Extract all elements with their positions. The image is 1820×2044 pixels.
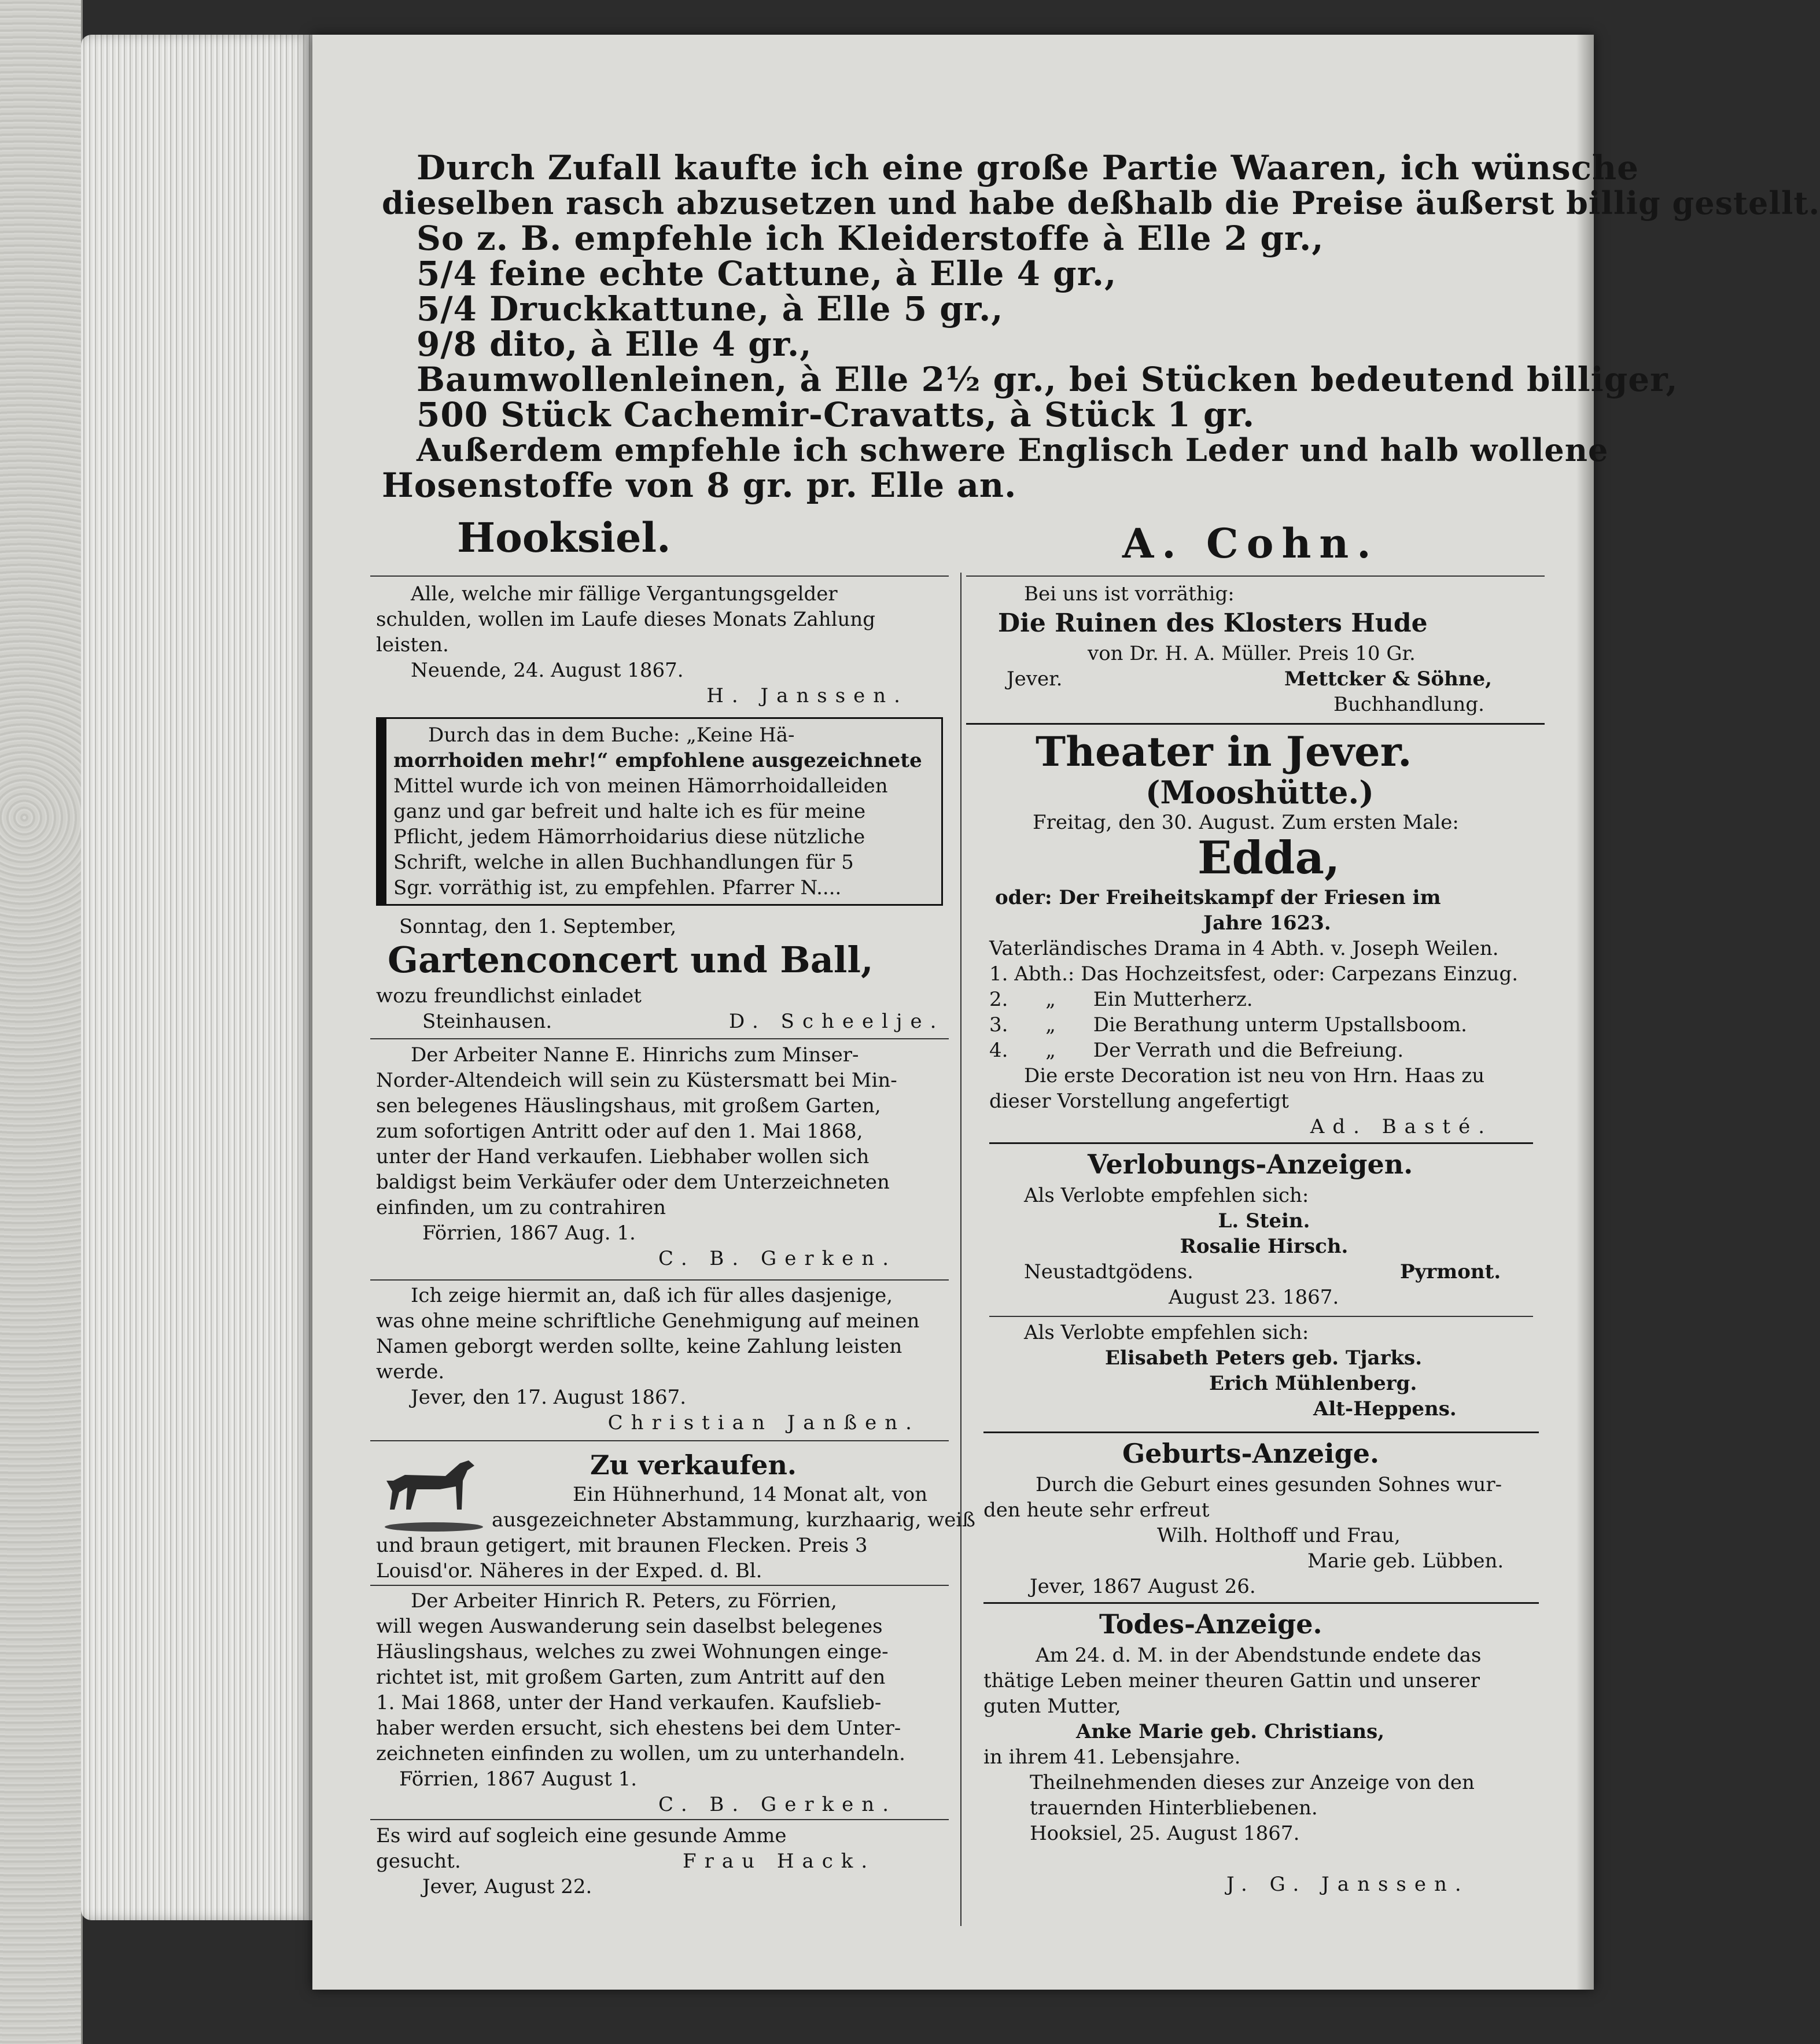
divider [370, 1440, 949, 1441]
text-line: leisten. [376, 633, 449, 656]
drama-info: Vaterländisches Drama in 4 Abth. v. Joseph Weilen. [989, 937, 1499, 960]
text-line: zeichneten einfinden zu wollen, um zu unterhandeln. [376, 1742, 905, 1765]
text-line: Theilnehmenden dieses zur Anzeige von den [1030, 1771, 1475, 1794]
place: Jever. [1007, 667, 1063, 691]
divider [370, 1279, 949, 1281]
page-edges [81, 35, 312, 1920]
name: Erich Mühlenberg. [1209, 1372, 1417, 1395]
ad-line: So z. B. empfehle ich Kleiderstoffe à Elle 2 gr., [417, 219, 1324, 258]
text-line: trauernden Hinterbliebenen. [1030, 1796, 1318, 1820]
intro: Als Verlobte empfehlen sich: [1024, 1184, 1309, 1207]
text-line: Namen geborgt werden sollte, keine Zahlung leisten [376, 1335, 902, 1358]
text-line: gesucht. [376, 1850, 461, 1873]
text-line: Am 24. d. M. in der Abendstunde endete das [1036, 1644, 1482, 1667]
haemorrhoiden-ad [376, 717, 943, 906]
text-line: ganz und gar befreit und halte ich es für meine [393, 800, 866, 823]
text-line: Sgr. vorräthig ist, zu empfehlen. Pfarrer N.... [393, 876, 842, 899]
text-line: Der Arbeiter Nanne E. Hinrichs zum Minser- [411, 1043, 859, 1067]
text-line: baldigst beim Verkäufer oder dem Unterzeichneten [376, 1171, 890, 1194]
theater-date: Freitag, den 30. August. Zum ersten Male: [1033, 811, 1459, 834]
divider [989, 1316, 1533, 1317]
text-line: Es wird auf sogleich eine gesunde Amme [376, 1824, 787, 1847]
text-line: Pflicht, jedem Hämorrhoidarius diese nützliche [393, 825, 865, 848]
divider [370, 1585, 949, 1586]
date: Sonntag, den 1. September, [399, 915, 677, 938]
text-line: und braun getigert, mit braunen Flecken. Preis 3 [376, 1534, 868, 1557]
divider [983, 1431, 1539, 1433]
ad-hinrichs [376, 1042, 943, 1271]
ad-place: Hooksiel. [457, 514, 671, 562]
ad-vergantung [376, 581, 943, 709]
text-line: Mittel wurde ich von meinen Hämorrhoidalleiden [393, 774, 888, 798]
note: Die erste Decoration ist neu von Hrn. Haas zu [1024, 1064, 1485, 1087]
place-date: Neuende, 24. August 1867. [411, 659, 684, 682]
text-line: zum sofortigen Antritt oder auf den 1. Mai 1868, [376, 1120, 863, 1143]
name: L. Stein. [1218, 1209, 1310, 1233]
signer: H. Janssen. [706, 684, 908, 707]
text-line: Ein Hühnerhund, 14 Monat alt, von [573, 1483, 928, 1506]
place: Pyrmont. [1400, 1260, 1501, 1283]
publisher-sub: Buchhandlung. [1333, 693, 1484, 716]
place-date: Jever, August 22. [422, 1875, 592, 1898]
signer: Christian Janßen. [607, 1411, 920, 1434]
engagement-2 [989, 1320, 1539, 1422]
signer: D. Scheelje. [729, 1010, 945, 1033]
ad-peters [376, 1588, 943, 1817]
text-line: Der Arbeiter Hinrich R. Peters, zu Förrien, [411, 1589, 837, 1613]
book-title: Die Ruinen des Klosters Hude [998, 608, 1428, 638]
text-line: werde. [376, 1360, 445, 1383]
name: Marie geb. Lübben. [1307, 1549, 1504, 1573]
text-line: haber werden ersucht, sich ehestens bei dem Unter- [376, 1717, 901, 1740]
engagement-1 [989, 1183, 1539, 1259]
divider [989, 1142, 1533, 1144]
theater-title: Theater in Jever. [1036, 728, 1412, 776]
death-notice [983, 1643, 1539, 1846]
text-line: will wegen Auswanderung sein daselbst belegenes [376, 1615, 883, 1638]
intro: Bei uns ist vorräthig: [1024, 582, 1235, 606]
text-line: Louisd'or. Näheres in der Exped. d. Bl. [376, 1559, 762, 1582]
play-title: Edda, [1198, 832, 1340, 884]
signer: C. B. Gerken. [658, 1247, 897, 1270]
divider [966, 723, 1545, 725]
place-date: Jever, den 17. August 1867. [411, 1386, 687, 1409]
birth-heading: Geburts-Anzeige. [1122, 1438, 1380, 1469]
ad-janssen [376, 1283, 943, 1436]
text-line: Häuslingshaus, welches zu zwei Wohnungen einge- [376, 1640, 889, 1663]
engagement-heading: Verlobungs-Anzeigen. [1088, 1149, 1413, 1180]
invite: wozu freundlichst einladet [376, 984, 642, 1008]
ad-line: Außerdem empfehle ich schwere Englisch Leder und halb wollene [417, 431, 1609, 468]
play-details [989, 936, 1539, 1139]
signer: C. B. Gerken. [658, 1793, 897, 1816]
place-date: Förrien, 1867 August 1. [399, 1768, 638, 1791]
ad-line: 5/4 Druckkattune, à Elle 5 gr., [417, 289, 1004, 329]
text-line: unter der Hand verkaufen. Liebhaber wollen sich [376, 1145, 870, 1168]
ad-hund [376, 1482, 975, 1584]
subtitle-line: Jahre 1623. [1203, 912, 1331, 935]
play-subtitle [995, 885, 1539, 936]
text-line: einfinden, um zu contrahiren [376, 1196, 666, 1219]
divider [370, 1038, 949, 1039]
act: 4. „ Der Verrath und die Befreiung. [989, 1039, 1404, 1062]
column-divider [960, 573, 961, 1926]
act: 2. „ Ein Mutterherz. [989, 988, 1253, 1011]
text-line: guten Mutter, [983, 1695, 1121, 1718]
theater-venue: (Mooshütte.) [1145, 774, 1374, 811]
ad-line: dieselben rasch abzusetzen und habe deßhalb die Preise äußerst billig gestellt. [382, 185, 1820, 222]
text-line: morrhoiden mehr!“ empfohlene ausgezeichnete [393, 749, 922, 772]
place-date: Hooksiel, 25. August 1867. [1030, 1822, 1300, 1845]
name: Wilh. Holthoff und Frau, [1157, 1524, 1401, 1547]
divider [983, 1602, 1539, 1604]
signer: Ad. Basté. [1310, 1115, 1493, 1138]
text-line: Alle, welche mir fällige Vergantungsgelder [411, 582, 838, 606]
text-line: thätige Leben meiner theuren Gattin und unserer [983, 1669, 1480, 1692]
text-line: richtet ist, mit großem Garten, zum Antritt auf den [376, 1666, 886, 1689]
name: Anke Marie geb. Christians, [1076, 1720, 1385, 1743]
note: dieser Vorstellung angefertigt [989, 1090, 1289, 1113]
name: Elisabeth Peters geb. Tjarks. [1105, 1346, 1423, 1370]
text-line: Norder-Altendeich will sein zu Küstersmatt bei Min- [376, 1069, 897, 1092]
ad-gartenconcert [376, 914, 943, 939]
text-line: schulden, wollen im Laufe dieses Monats Zahlung [376, 608, 876, 631]
place-date: Förrien, 1867 Aug. 1. [422, 1222, 636, 1245]
ad-line: 500 Stück Cachemir-Cravatts, à Stück 1 gr. [417, 395, 1255, 434]
birth-notice [983, 1472, 1539, 1599]
divider [370, 1819, 949, 1820]
text-line: den heute sehr erfreut [983, 1499, 1210, 1522]
text-line: Durch die Geburt eines gesunden Sohnes wur- [1036, 1473, 1502, 1496]
text-line: Ich zeige hiermit an, daß ich für alles dasjenige, [411, 1284, 893, 1307]
place: Neustadtgödens. [1024, 1260, 1193, 1283]
act: 3. „ Die Berathung unterm Upstallsboom. [989, 1013, 1467, 1036]
waaren-ad [382, 150, 1820, 503]
author: von Dr. H. A. Müller. Preis 10 Gr. [1088, 642, 1416, 665]
place: Steinhausen. [422, 1010, 552, 1033]
book-cover [0, 0, 83, 2044]
ad-line: 5/4 feine echte Cattune, à Elle 4 gr., [417, 254, 1117, 293]
intro: Als Verlobte empfehlen sich: [1024, 1321, 1309, 1344]
text-line: ausgezeichneter Abstammung, kurzhaarig, weiß [492, 1508, 975, 1532]
text-line: 1. Mai 1868, unter der Hand verkaufen. Kaufslieb- [376, 1691, 882, 1714]
name: Rosalie Hirsch. [1180, 1235, 1349, 1258]
text-line: Schrift, welche in allen Buchhandlungen für 5 [393, 851, 854, 874]
text-line: was ohne meine schriftliche Genehmigung auf meinen [376, 1309, 920, 1333]
divider [966, 575, 1545, 577]
signer: J. G. Janssen. [1226, 1873, 1469, 1896]
place-date: Jever, 1867 August 26. [1030, 1575, 1256, 1598]
ad-line: 9/8 dito, à Elle 4 gr., [417, 324, 812, 364]
publisher: Mettcker & Söhne, [1284, 667, 1492, 691]
signer: Frau Hack. [683, 1850, 876, 1873]
subtitle-line: oder: Der Freiheitskampf der Friesen im [995, 886, 1441, 909]
sale-title: Zu verkaufen. [590, 1449, 797, 1481]
ad-signature: A. Cohn. [1122, 519, 1379, 567]
age: in ihrem 41. Lebensjahre. [983, 1746, 1241, 1769]
ad-line: Durch Zufall kaufte ich eine große Partie Waaren, ich wünsche [417, 148, 1640, 187]
text-line: Durch das in dem Buche: „Keine Hä- [428, 724, 795, 747]
divider [370, 575, 949, 577]
text-line: sen belegenes Häuslingshaus, mit großem Garten, [376, 1094, 881, 1117]
date: August 23. 1867. [1169, 1286, 1339, 1309]
ad-line: Hosenstoffe von 8 gr. pr. Elle an. [382, 466, 1017, 505]
book-ad [972, 581, 1539, 607]
ad-line: Baumwollenleinen, à Elle 2½ gr., bei Stücken bedeutend billiger, [417, 360, 1678, 399]
death-heading: Todes-Anzeige. [1099, 1608, 1322, 1640]
act: 1. Abth.: Das Hochzeitsfest, oder: Carpezans Einzug. [989, 962, 1519, 986]
place: Alt-Heppens. [1313, 1397, 1457, 1421]
concert-title: Gartenconcert und Ball, [388, 939, 874, 981]
newspaper-page [312, 35, 1820, 1990]
